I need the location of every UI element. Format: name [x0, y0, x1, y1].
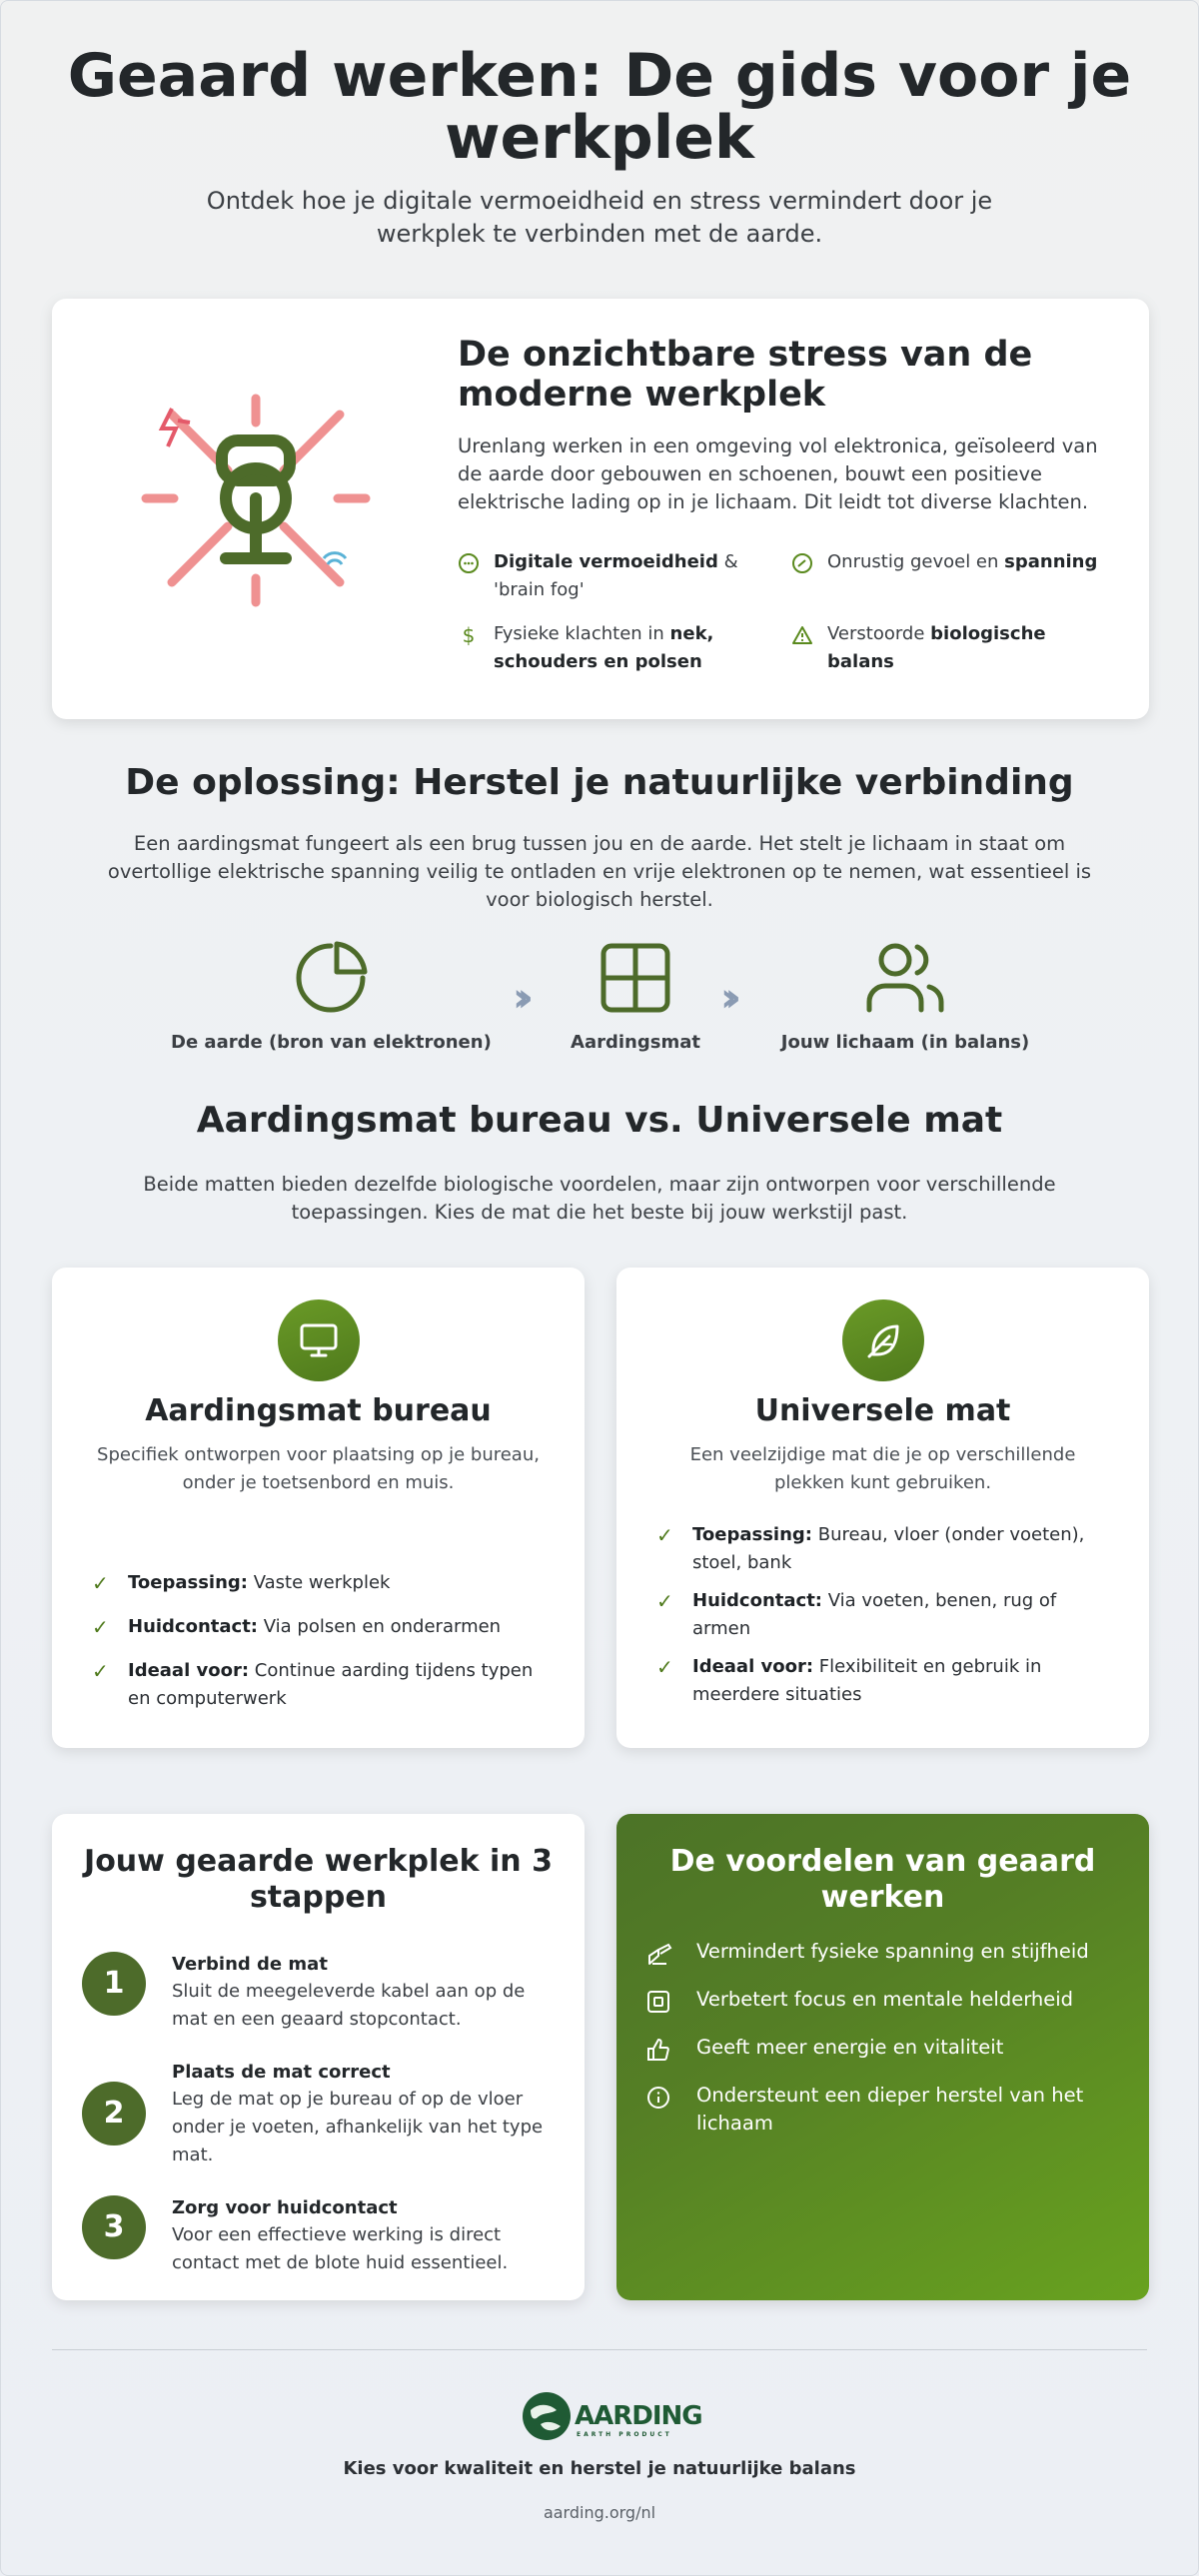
thumbs-up-icon: [646, 2038, 670, 2062]
dollar-icon: $: [462, 623, 476, 647]
svg-text:AARDING: AARDING: [575, 2401, 702, 2431]
flow-item-body: [770, 940, 1040, 1053]
check-icon: ✓: [92, 1659, 109, 1683]
step-title: Verbind de mat: [172, 1954, 328, 1975]
stress-text: Urenlang werken in een omgeving vol elektronica, geïsoleerd van de aarde door gebouwen en schoenen, bouwt een positieve elektrische lading op in je lichaam. Dit leidt tot diverse klachten.: [458, 434, 1098, 513]
page-title: Geaard werken: De gids voor je werkplek: [67, 41, 1132, 173]
feature-key: Toepassing:: [692, 1524, 812, 1545]
benefit-text: Ondersteunt een dieper herstel van het lichaam: [696, 2084, 1084, 2135]
grid-icon: [598, 940, 673, 1016]
check-icon: ✓: [656, 1589, 673, 1613]
footer-tagline: Kies voor kwaliteit en herstel je natuurlijke balans: [343, 2458, 856, 2479]
step-title: Plaats de mat correct: [172, 2062, 391, 2083]
users-icon: [863, 940, 947, 1016]
steps-title: Jouw geaarde werkplek in 3 stappen: [84, 1844, 553, 1915]
symptom-text: Fysieke klachten in: [494, 623, 670, 644]
step-title: Zorg voor huidcontact: [172, 2197, 398, 2218]
flow-label: De aarde (bron van elektronen): [171, 1032, 492, 1053]
dots-circle-icon: [458, 552, 480, 574]
comparison-text: Beide matten bieden dezelfde biologische voordelen, maar zijn ontworpen voor verschillende toepassingen. Kies de mat die het beste bij jouw werkstijl past.: [143, 1173, 1056, 1224]
check-icon: ✓: [92, 1571, 109, 1595]
info-icon: [646, 2086, 670, 2110]
footer-divider: [52, 2349, 1147, 2350]
benefit-text: Verbetert focus en mentale helderheid: [696, 1988, 1074, 2011]
flow-item-mat: [556, 940, 715, 1053]
symptom-text: & 'brain fog': [494, 551, 738, 600]
steps-card: [52, 1814, 585, 2300]
symptom-bold: spanning: [1004, 551, 1098, 572]
symptom-bold: nek, schouders en polsen: [494, 623, 714, 672]
desk-mat-desc: Specifiek ontworpen voor plaatsing op je bureau, onder je toetsenbord en muis.: [97, 1444, 540, 1493]
stress-title: De onzichtbare stress van de moderne werkplek: [458, 335, 1033, 415]
step-desc: Voor een effectieve werking is direct contact met de blote huid essentieel.: [172, 2224, 509, 2273]
benefit-text: Vermindert fysieke spanning en stijfheid: [696, 1940, 1089, 1963]
benefits-title: De voordelen van geaard werken: [669, 1844, 1096, 1915]
check-icon: ✓: [656, 1655, 673, 1679]
flow-label: Aardingsmat: [571, 1032, 700, 1053]
feature-value: Via polsen en onderarmen: [258, 1616, 502, 1637]
desk-mat-title: Aardingsmat bureau: [145, 1393, 492, 1428]
symptom-bold: Digitale vermoeidheid: [494, 551, 718, 572]
step-item: [82, 2195, 562, 2285]
solution-text: Een aardingsmat fungeert als een brug tussen jou en de aarde. Het stelt je lichaam in staat om overtollige elektrische spanning veilig te ontladen en vrije elektronen op te nemen, wat essentieel is voor biologisch herstel.: [107, 832, 1092, 911]
universal-mat-title: Universele mat: [754, 1393, 1011, 1428]
feature-key: Huidcontact:: [128, 1616, 259, 1637]
flow-item-earth: [171, 940, 491, 1053]
monitor-icon: [278, 1299, 360, 1381]
gauge-icon: [791, 552, 813, 574]
stress-card: [52, 299, 1149, 719]
feather-icon: [842, 1299, 924, 1381]
target-icon: [646, 1990, 670, 2014]
step-item: [82, 2060, 562, 2179]
symptom-bold: biologische balans: [827, 623, 1046, 672]
step-item: [82, 1952, 562, 2042]
aarding-logo: [521, 2388, 702, 2444]
universal-mat-card: [616, 1268, 1149, 1748]
feature-key: Ideaal voor:: [692, 1656, 814, 1677]
symptom-text: Onrustig gevoel en: [827, 551, 1005, 572]
desk-mat-card: [52, 1268, 585, 1748]
step-number: 3: [82, 2195, 146, 2259]
universal-mat-desc: Een veelzijdige mat die je op verschillende plekken kunt gebruiken.: [689, 1444, 1076, 1493]
chevron-right-icon: ››: [720, 975, 729, 1021]
flow-label: Jouw lichaam (in balans): [780, 1032, 1030, 1053]
solution-title: De oplossing: Herstel je natuurlijke verbinding: [125, 762, 1074, 803]
pie-chart-icon: [293, 940, 369, 1016]
stress-illustration-icon: [132, 379, 392, 638]
footer-link[interactable]: aarding.org/nl: [543, 2503, 656, 2522]
feature-key: Huidcontact:: [692, 1590, 823, 1611]
feature-value: Flexibiliteit en gebruik in meerdere situaties: [692, 1656, 1042, 1705]
step-desc: Leg de mat op je bureau of op de vloer onder je voeten, afhankelijk van het type mat.: [172, 2089, 544, 2165]
benefits-card: [616, 1814, 1149, 2300]
chevron-right-icon: ››: [513, 975, 522, 1021]
check-icon: ✓: [92, 1615, 109, 1639]
feature-value: Via voeten, benen, rug of armen: [692, 1590, 1057, 1639]
step-number: 1: [82, 1952, 146, 2016]
feature-key: Toepassing:: [128, 1572, 248, 1593]
check-icon: ✓: [656, 1523, 673, 1547]
svg-text:EARTH PRODUCT: EARTH PRODUCT: [577, 2431, 672, 2438]
warning-icon: [791, 624, 813, 646]
step-desc: Sluit de meegeleverde kabel aan op de mat en een geaard stopcontact.: [172, 1981, 526, 2030]
feature-value: Bureau, vloer (onder voeten), stoel, bank: [692, 1524, 1085, 1573]
page-subtitle: Ontdek hoe je digitale vermoeidheid en stress vermindert door je werkplek te verbinden met de aarde.: [206, 187, 993, 248]
broom-icon: [646, 1942, 670, 1966]
feature-value: Continue aarding tijdens typen en computerwerk: [128, 1660, 534, 1709]
feature-key: Ideaal voor:: [128, 1660, 250, 1681]
benefit-text: Geeft meer energie en vitaliteit: [696, 2036, 1004, 2059]
symptom-text: Verstoorde: [827, 623, 931, 644]
comparison-title: Aardingsmat bureau vs. Universele mat: [196, 1100, 1003, 1141]
step-number: 2: [82, 2082, 146, 2146]
feature-value: Vaste werkplek: [248, 1572, 391, 1593]
